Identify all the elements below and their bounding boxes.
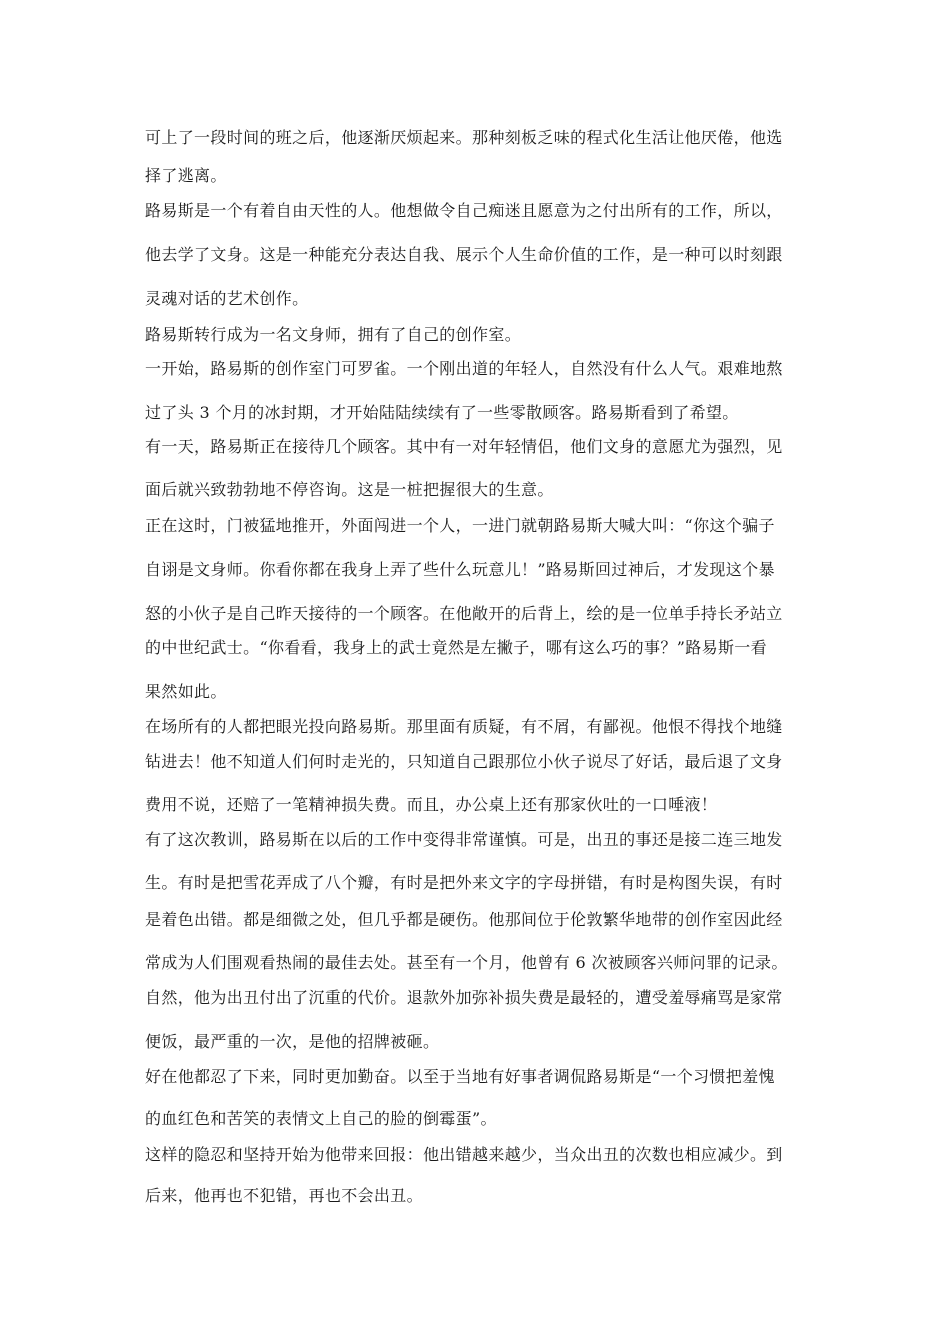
text-line: 果然如此。 [145, 682, 227, 701]
text-line: 这样的隐忍和坚持开始为他带来回报：他出错越来越少，当众出丑的次数也相应减少。到 [145, 1145, 783, 1164]
text-line: 怒的小伙子是自己昨天接待的一个顾客。在他敞开的后背上，绘的是一位单手持长矛站立 [145, 604, 783, 623]
text-line: 费用不说，还赔了一笔精神损失费。而且，办公桌上还有那家伙吐的一口唾液！ [145, 795, 718, 814]
text-line: 便饭，最严重的一次，是他的招牌被砸。 [145, 1032, 440, 1051]
text-line: 有了这次教训，路易斯在以后的工作中变得非常谨慎。可是，出丑的事还是接二连三地发 [145, 830, 783, 849]
text-line: 自然，他为出丑付出了沉重的代价。退款外加弥补损失费是最轻的，遭受羞辱痛骂是家常 [145, 988, 783, 1007]
text-line: 可上了一段时间的班之后，他逐渐厌烦起来。那种刻板乏味的程式化生活让他厌倦，他选 [145, 128, 783, 147]
text-line: 是着色出错。都是细微之处，但几乎都是硬伤。他那间位于伦敦繁华地带的创作室因此经 [145, 910, 783, 929]
text-line: 面后就兴致勃勃地不停咨询。这是一桩把握很大的生意。 [145, 480, 554, 499]
text-line: 常成为人们围观看热闹的最佳去处。甚至有一个月，他曾有 6 次被顾客兴师问罪的记录。 [145, 953, 788, 972]
text-line: 灵魂对话的艺术创作。 [145, 289, 309, 308]
text-line: 后来，他再也不犯错，再也不会出丑。 [145, 1186, 423, 1205]
text-line: 生。有时是把雪花弄成了八个瓣，有时是把外来文字的字母拼错，有时是构图失误，有时 [145, 873, 783, 892]
text-line: 的中世纪武士。“你看看，我身上的武士竟然是左撇子，哪有这么巧的事？”路易斯一看 [145, 638, 768, 657]
text-line: 路易斯转行成为一名文身师，拥有了自己的创作室。 [145, 325, 522, 344]
text-line: 有一天，路易斯正在接待几个顾客。其中有一对年轻情侣，他们文身的意愿尤为强烈，见 [145, 437, 783, 456]
text-line: 自诩是文身师。你看你都在我身上弄了些什么玩意儿！”路易斯回过神后，才发现这个暴 [145, 560, 775, 579]
text-line: 路易斯是一个有着自由天性的人。他想做令自己痴迷且愿意为之付出所有的工作，所以， [145, 201, 783, 220]
text-line: 钻进去！他不知道人们何时走光的，只知道自己跟那位小伙子说尽了好话，最后退了文身 [145, 752, 783, 771]
text-line: 在场所有的人都把眼光投向路易斯。那里面有质疑，有不屑，有鄙视。他恨不得找个地缝 [145, 717, 783, 736]
text-line: 择了逃离。 [145, 166, 227, 185]
text-line: 的血红色和苦笑的表情文上自己的脸的倒霉蛋”。 [145, 1109, 497, 1128]
text-line: 过了头 3 个月的冰封期，才开始陆陆续续有了一些零散顾客。路易斯看到了希望。 [145, 403, 739, 422]
text-line: 他去学了文身。这是一种能充分表达自我、展示个人生命价值的工作，是一种可以时刻跟 [145, 245, 783, 264]
text-line: 好在他都忍了下来，同时更加勤奋。以至于当地有好事者调侃路易斯是“一个习惯把羞愧 [145, 1067, 775, 1086]
text-line: 一开始，路易斯的创作室门可罗雀。一个刚出道的年轻人，自然没有什么人气。艰难地熬 [145, 359, 783, 378]
text-line: 正在这时，门被猛地推开，外面闯进一个人，一进门就朝路易斯大喊大叫：“你这个骗子 [145, 516, 775, 535]
